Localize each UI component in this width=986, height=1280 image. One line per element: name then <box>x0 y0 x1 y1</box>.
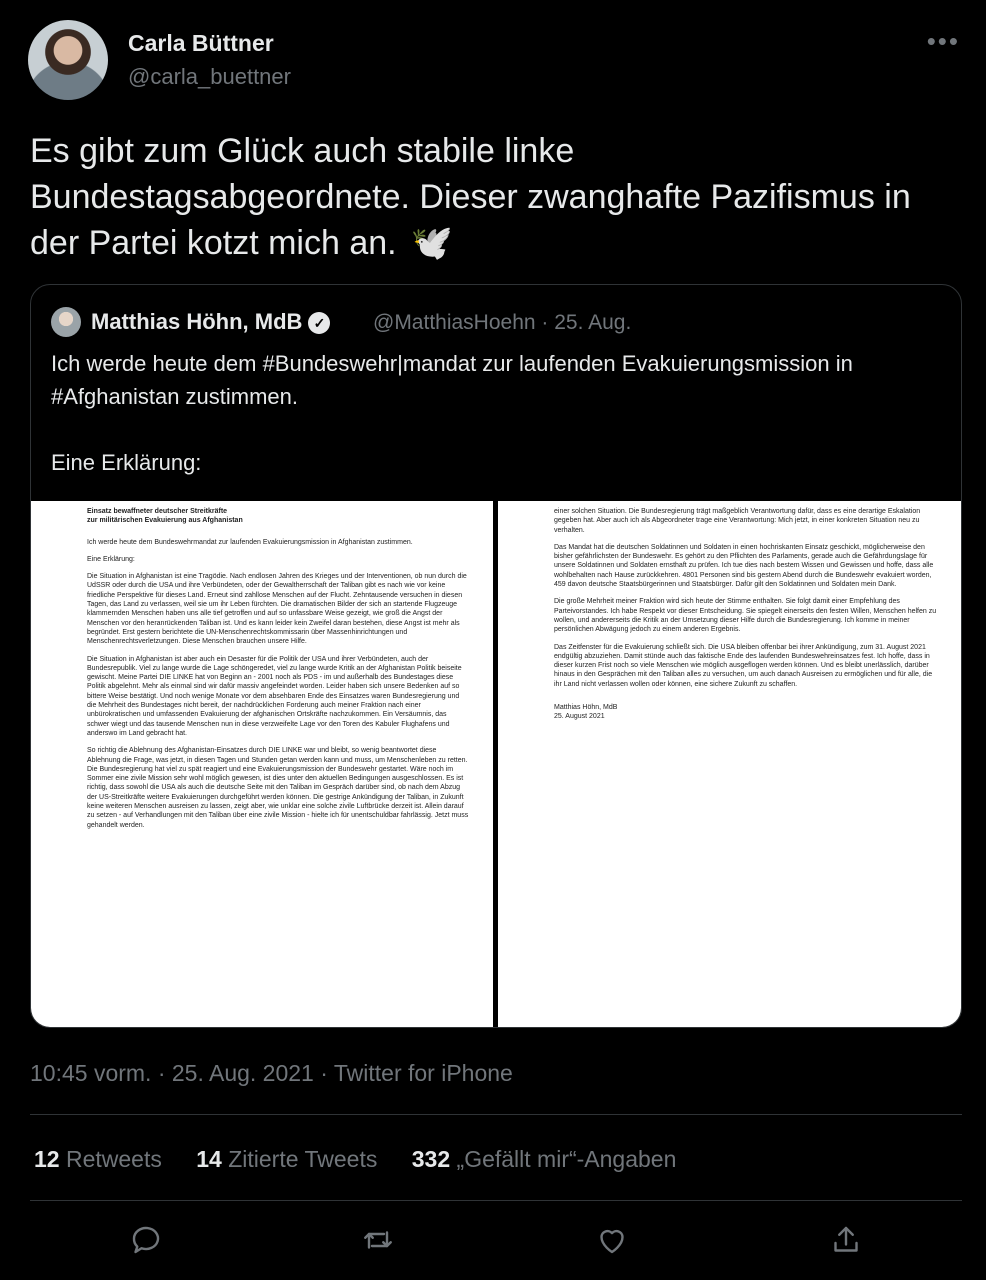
retweets-count: 12 <box>34 1146 60 1172</box>
divider <box>30 1200 962 1201</box>
doc-paragraph: Das Zeitfenster für die Evakuierung schließt sich. Die USA bleiben offenbar bei ihrer Ankündigung, zum 31. August 2021 endgültig abzuziehen. Damit stünde auch das faktische Ende des laufenden Bundeswehreinsatzes fest. Ich hoffe, dass in dieser kurzen Frist noch so viele Menschen wie möglich ausgeflogen werden können. Und es bleibt unerlässlich, darüber hinaus in den Gesprächen mit den Taliban alles zu versuchen, um auch danach Ausreisen zu ermöglichen und für alle, die ihr Land nicht verlassen wollen oder können, eine sichere Zukunft zu schaffen. <box>554 643 933 688</box>
document-image-left[interactable] <box>31 501 493 1027</box>
doc-paragraph: Ich werde heute dem Bundeswehrmandat zur laufenden Evakuierungsmission in Afghanistan zustimmen. <box>87 538 413 546</box>
quoted-line-2: Eine Erklärung: <box>51 450 202 475</box>
document-image-right[interactable] <box>498 501 961 1027</box>
share-icon[interactable] <box>828 1222 864 1258</box>
tweet-text <box>30 128 950 266</box>
quotes-count: 14 <box>196 1146 222 1172</box>
action-bar <box>0 1222 986 1262</box>
reply-icon[interactable] <box>128 1222 164 1258</box>
doc-paragraph: So richtig die Ablehnung des Afghanistan-Einsatzes durch DIE LINKE war und bleibt, so wenig beantwortet diese Ablehnung die Frage, was jetzt, in diesen Tagen und Stunden getan werden kann und muss, um Menschenleben zu retten. Die Bundesregierung hat viel zu spät reagiert und eine Evakuierungsmission der Bundeswehr gestartet. Wäre noch im Sommer eine zivile Mission sehr wohl möglich gewesen, ist dies unter den aktuellen Bedingungen ausgeschlossen. Es ist richtig, dass sowohl die USA als auch die deutsche Seite mit den Taliban im Gespräch darüber sind, ob nach dem Abzug der US-Streitkräfte weitere Evakuierungen durchgeführt werden können. Die gestrige Ankündigung der Taliban, in Zukunft keine weiteren Menschen ausreisen zu lassen, zeigt aber, wie unklar eine solche zivile Luftbrücke derzeit ist. Allein darauf zu setzen - auf Verhandlungen mit den Taliban über eine zivile Mission - hielte ich für unentschuldbar fahrlässig. Jetzt muss gehandelt werden. <box>87 747 469 829</box>
doc-paragraph: Das Mandat hat die deutschen Soldatinnen und Soldaten in einen hochriskanten Einsatz geschickt, möglicherweise den bisher gefährlichsten der Bundeswehr. Es gehört zu den Pflichten des Parlaments, gerade auch die Gefährdungslage für unsere Soldatinnen und Soldaten ernsthaft zu prüfen. Ich tue dies nach bestem Wissen und Gewissen und hoffe, dass alle wohlbehalten nach Hause zurückkehren. 4801 Personen sind bis gestern Abend durch die Bundeswehr evakuiert worden, 459 davon deutsche Staatsbürgerinnen und Staatsbürger. Dafür gilt den Soldatinnen und Soldaten mein Dank. <box>554 543 934 589</box>
quoted-author-name[interactable] <box>91 309 330 335</box>
doc-paragraph: Eine Erklärung: <box>87 555 135 563</box>
quotes-stat[interactable] <box>196 1146 377 1172</box>
doc-signature-date: 25. August 2021 <box>554 713 605 721</box>
doc-title-1: Einsatz bewaffneter deutscher Streitkräfte <box>87 508 228 515</box>
divider <box>30 1114 962 1115</box>
quoted-tweet[interactable] <box>30 284 962 1028</box>
author-handle[interactable]: @carla_buettner <box>128 64 291 89</box>
doc-paragraph: Die Situation in Afghanistan ist eine Tragödie. Nach endlosen Jahren des Krieges und der Interventionen, ob nun durch die UdSSR oder durch die USA und ihre Verbündeten, oder der Gewaltherrschaft der Taliban gibt es nach wie vor keine friedliche Perspektive für dieses Land. Erneut sind zahllose Menschen auf der Flucht. Zehntausende versuchen in diesen Tagen, das Land zu verlassen, weil sie um ihr Leben fürchten. Die dramatischen Bilder der sich an startende Flugzeuge klammernden Menschen haben uns alle tief getroffen und auf so unfassbare Weise gezeigt, wie groß die Angst der Menschen vor den heranrückenden Taliban ist. Und es kann leider kein Zweifel daran bestehen, diese Angst ist mehr als begründet. Erst gestern berichtete die UN-Menschenrechtskommissarin über Massenhinrichtungen und Menschenrechtsverletzungen. Diese Menschen brauchen unsere Hilfe. <box>87 573 467 646</box>
more-horizontal-icon[interactable]: ••• <box>926 26 960 56</box>
likes-label: „Gefällt mir“-Angaben <box>456 1146 677 1172</box>
retweets-stat[interactable] <box>34 1146 162 1172</box>
tweet-stats <box>34 1146 704 1173</box>
doc-signature-name: Matthias Höhn, MdB <box>554 704 618 712</box>
doc-paragraph: Die Situation in Afghanistan ist aber auch ein Desaster für die Politik der USA und ihrer Verbündeten, auch der Bundesrepublik. Viel zu lange wurde die Lage schöngeredet, viel zu lange wurde Kritik an der Afghanistan Politik beiseite gewischt. Meine Partei DIE LINKE hat von Beginn an - 2001 noch als PDS - im und außerhalb des Bundestages diese Politik abgelehnt. Mehr als einmal sind wir dafür massiv angefeindet worden. Leider haben sich unsere Bedenken auf so bittere Weise bestätigt. Und noch wenige Monate vor dem absehbaren Ende des Einsatzes waren Bundesregierung und die Mehrheit des Bundestages nicht bereit, der nachdrücklichen Forderung auch meiner Fraktion nach einer unbürokratischen und umfassenden Evakuierung der afghanischen Ortskräfte nachzukommen. Ein Versäumnis, das schwer wiegt und das tausende Menschen nun in diese verzweifelte Lage vor den Toren des Kabuler Flughafens und anderswo im Land gebracht hat. <box>87 655 462 737</box>
quotes-label: Zitierte Tweets <box>228 1146 378 1172</box>
doc-title-2: zur militärischen Evakuierung aus Afghanistan <box>87 517 243 525</box>
retweets-label: Retweets <box>65 1146 162 1172</box>
doc-paragraph: einer solchen Situation. Die Bundesregierung trägt maßgeblich Verantwortung dafür, dass es eine derartige Eskalation gegeben hat. Aber auch ich als Abgeordneter trage eine Verantwortung: Mich jetzt, in einer konkreten Situation neu zu verhalten. <box>554 508 921 534</box>
quoted-line-1: Ich werde heute dem #Bundeswehr|mandat zur laufenden Evakuierungsmission in #Afghanistan zustimmen. <box>51 351 853 409</box>
like-icon[interactable] <box>594 1222 630 1258</box>
doc-paragraph: Die große Mehrheit meiner Fraktion wird sich heute der Stimme enthalten. Sie folgt damit einer Empfehlung des Parteivorstandes. Ich habe Respekt vor dieser Entscheidung. Sie spiegelt einerseits den festen Willen, Menschen helfen zu wollen, und andererseits die Kritik an der Umsetzung dieser Hilfe durch die Bundesregierung. Ich komme in meiner persönlichen Abwägung jedoch zu einem anderen Ergebnis. <box>554 598 937 634</box>
tweet-body: Es gibt zum Glück auch stabile linke Bundestagsabgeordnete. Dieser zwanghafte Pazifismus in der Partei kotzt mich an. <box>30 132 911 262</box>
author-name[interactable]: Carla Büttner <box>128 30 274 56</box>
quoted-media[interactable] <box>31 501 961 1027</box>
likes-stat[interactable] <box>412 1146 677 1172</box>
quoted-text <box>51 347 951 479</box>
tweet-timestamp[interactable]: 10:45 vorm. · 25. Aug. 2021 · Twitter for iPhone <box>30 1060 513 1086</box>
quoted-author-name-text: Matthias Höhn, MdB <box>91 309 303 334</box>
dove-emoji: 🕊️ <box>410 224 453 262</box>
quoted-handle-date: @MatthiasHoehn · 25. Aug. <box>373 311 632 334</box>
likes-count: 332 <box>411 1146 451 1172</box>
quoted-avatar[interactable] <box>51 307 81 337</box>
verified-icon: ✓ <box>308 312 330 334</box>
author-avatar[interactable] <box>28 20 108 100</box>
retweet-icon[interactable] <box>360 1222 396 1258</box>
